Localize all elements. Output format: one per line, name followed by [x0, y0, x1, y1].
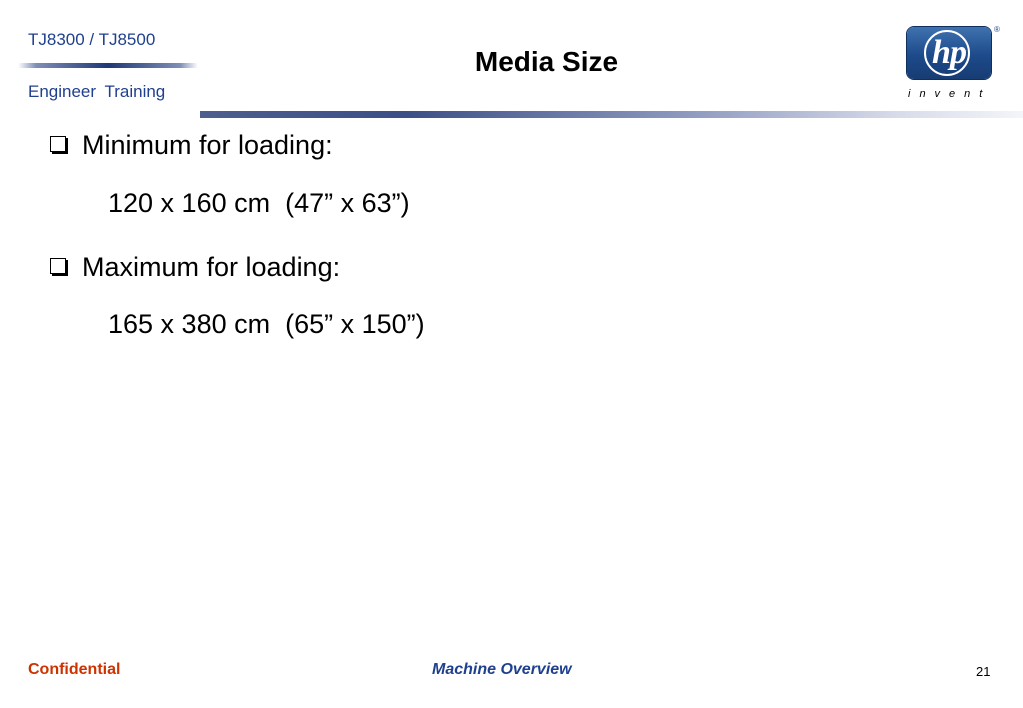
slide-title: Media Size: [474, 46, 619, 77]
registered-mark: ®: [994, 25, 1000, 34]
hp-logo-letters: hp: [932, 34, 966, 71]
header-product-name: TJ8300 / TJ8500: [28, 30, 156, 49]
footer-section: Machine Overview: [432, 661, 572, 678]
bullet-text: Maximum for loading:: [82, 252, 341, 282]
checkbox-bullet-icon: [50, 258, 66, 274]
bullet-maximum: [50, 252, 950, 283]
checkbox-bullet-icon: [50, 136, 66, 152]
page-number: 21: [976, 664, 991, 679]
bullet-minimum: [50, 130, 950, 161]
header-course-name: Engineer Training: [28, 82, 166, 101]
hp-logo-box: [907, 27, 991, 79]
hp-logo-icon: [905, 25, 1005, 105]
hp-logo-tagline: invent: [908, 88, 992, 100]
title-rule: [200, 111, 1023, 118]
footer-classification: Confidential: [28, 661, 121, 678]
bullet-detail-minimum: 120 x 160 cm (47” x 63”): [108, 188, 410, 218]
bullet-text: Minimum for loading:: [82, 130, 333, 160]
bullet-detail-maximum: 165 x 380 cm (65” x 150”): [108, 309, 425, 339]
